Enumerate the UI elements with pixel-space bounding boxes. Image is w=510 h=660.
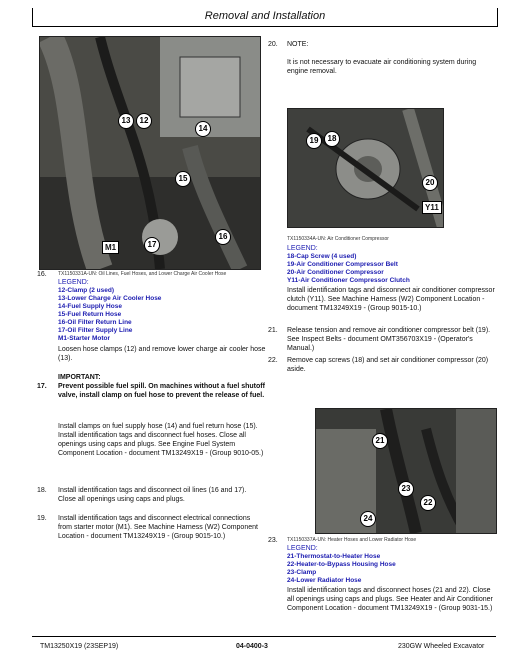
figure-heater-hoses: [315, 408, 497, 534]
callout-13: 13: [118, 113, 134, 129]
callout-24: 24: [360, 511, 376, 527]
legend-item: 13-Lower Charge Air Cooler Hose: [58, 295, 162, 302]
legend-item: 15-Fuel Return Hose: [58, 311, 122, 318]
heater-hoses-photo-illustration: [316, 409, 496, 533]
legend-title-16: LEGEND:: [58, 279, 89, 286]
compressor-photo-illustration: [288, 109, 443, 227]
legend-item: 23-Clamp: [287, 569, 317, 576]
important-title: IMPORTANT:: [58, 374, 101, 381]
legend-item: 20-Air Conditioner Compressor: [287, 269, 384, 276]
legend-item: Y11-Air Conditioner Compressor Clutch: [287, 277, 410, 284]
footer-product: 230GW Wheeled Excavator: [398, 643, 485, 650]
note-title: NOTE:: [287, 41, 309, 48]
footer-rule: [32, 636, 496, 637]
callout-12: 12: [136, 113, 152, 129]
important-text: Prevent possible fuel spill. On machines without a fuel shutoff valve, install clamp on fuel hose to prevent the release of fuel.: [58, 383, 265, 399]
step-21-text: Release tension and remove air conditioner compressor belt (19). See Inspect Belts - document OMT356703X19 - (Operator's Manual.): [287, 327, 491, 352]
step-23-text: Install identification tags and disconnect hoses (21 and 22). Close all openings using caps and plugs. See Heater and Air Conditioner Component Location - document TM13249X19 - (Group 9031-15.): [287, 587, 493, 612]
step-21-number: 21.: [268, 327, 278, 334]
callout-16: 16: [215, 229, 231, 245]
legend-item: 18-Cap Screw (4 used): [287, 253, 357, 260]
step-16-text: Loosen hose clamps (12) and remove lower charge air cooler hose (13).: [58, 346, 266, 362]
callout-23: 23: [398, 481, 414, 497]
step-19-number: 19.: [37, 515, 47, 522]
legend-item: 14-Fuel Supply Hose: [58, 303, 122, 310]
legend-title-23: LEGEND:: [287, 545, 318, 552]
legend-item: 22-Heater-to-Bypass Housing Hose: [287, 561, 396, 568]
footer-page-number: 04-0400-3: [236, 643, 268, 650]
compressor-text: Install identification tags and disconnect air conditioner compressor clutch (Y11). See Machine Harness (W2) Component Location - document TM13249X19 - (Group 9015-10.): [287, 287, 495, 312]
callout-14: 14: [195, 121, 211, 137]
legend-item: 24-Lower Radiator Hose: [287, 577, 362, 584]
step-22-number: 22.: [268, 357, 278, 364]
figure-caption-compressor: TX1150334A-UN: Air Conditioner Compressor: [287, 236, 389, 242]
callout-17: 17: [144, 237, 160, 253]
callout-21: 21: [372, 433, 388, 449]
callout-15: 15: [175, 171, 191, 187]
page-title: Removal and Installation: [204, 10, 326, 22]
step-18-number: 18.: [37, 487, 47, 494]
step-16-number: 16.: [37, 271, 47, 278]
callout-m1: M1: [102, 241, 119, 254]
legend-item: 17-Oil Filter Supply Line: [58, 327, 133, 334]
step-22-text: Remove cap screws (18) and set air conditioner compressor (20) aside.: [287, 357, 489, 373]
figure-caption-16: TX1150331A-UN: Oil Lines, Fuel Hoses, and Lower Charge Air Cooler Hose: [58, 271, 227, 277]
step-17-text: Install clamps on fuel supply hose (14) and fuel return hose (15). Install identification tags and disconnect fuel hoses. Close all openings using caps and plugs. See Engine Fuel System Component Location - document TM13249X19 - (Group 9010-05.): [58, 423, 264, 457]
step-17-number: 17.: [37, 383, 47, 390]
step-18-text: Install identification tags and disconnect oil lines (16 and 17). Close all openings using caps and plugs.: [58, 487, 247, 503]
callout-20: 20: [422, 175, 438, 191]
callout-19: 19: [306, 133, 322, 149]
figure-ac-compressor: [287, 108, 444, 228]
legend-item: 21-Thermostat-to-Heater Hose: [287, 553, 381, 560]
legend-list-23: [287, 553, 497, 585]
step-20-number: 20.: [268, 41, 278, 48]
callout-y11: Y11: [422, 201, 442, 214]
page-header: [32, 8, 498, 27]
callout-18: 18: [324, 131, 340, 147]
note-text: It is not necessary to evacuate air conditioning system during engine removal.: [287, 59, 477, 75]
legend-list-16: [58, 287, 258, 343]
figure-caption-23: TX1150337A-UN: Heater Hoses and Lower Radiator Hose: [287, 537, 417, 543]
figure-oil-lines-fuel-hoses: [39, 36, 261, 270]
legend-list-compressor: [287, 253, 497, 285]
step-23-number: 23.: [268, 537, 278, 544]
legend-item: M1-Starter Motor: [58, 335, 111, 342]
legend-item: 12-Clamp (2 used): [58, 287, 114, 294]
legend-title-compressor: LEGEND:: [287, 245, 318, 252]
footer-doc-id: TM13250X19 (23SEP19): [40, 643, 119, 650]
legend-item: 16-Oil Filter Return Line: [58, 319, 132, 326]
legend-item: 19-Air Conditioner Compressor Belt: [287, 261, 398, 268]
callout-22: 22: [420, 495, 436, 511]
step-19-text: Install identification tags and disconnect electrical connections from starter motor (M1). See Machine Harness (W2) Component Location - document TM13249X19 - (Group 9015-10.): [58, 515, 258, 540]
